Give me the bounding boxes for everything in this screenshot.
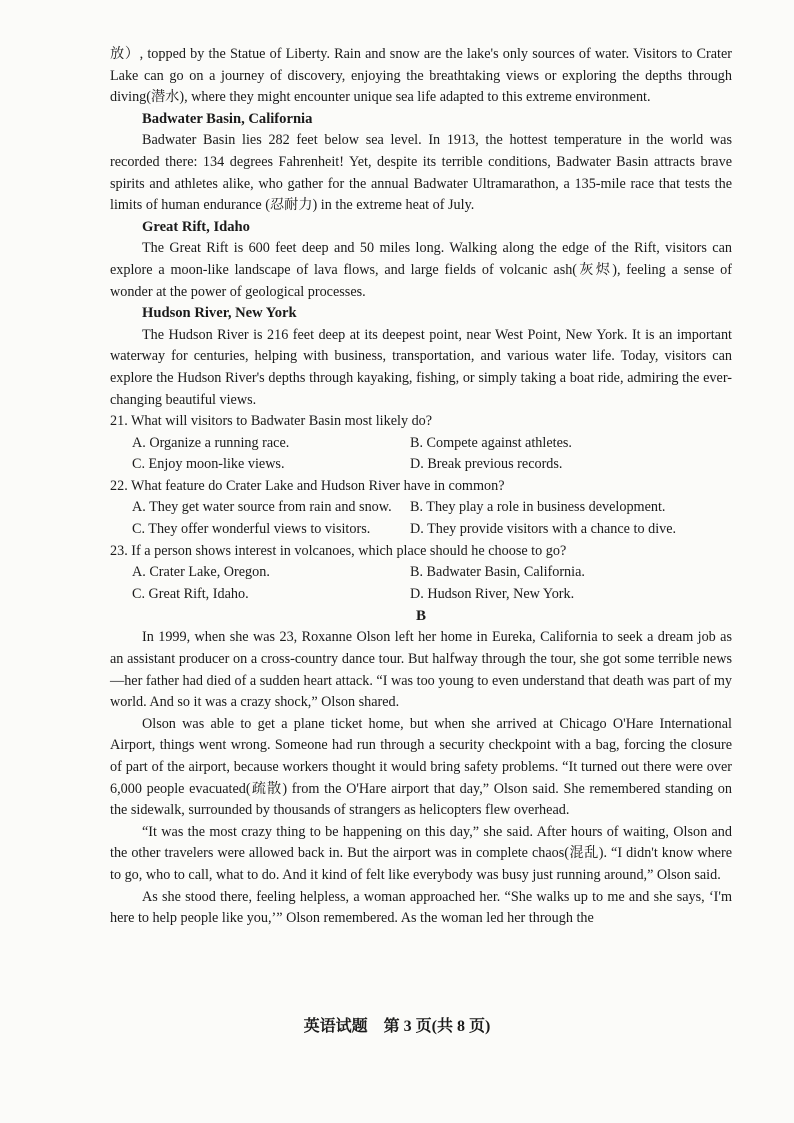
question-options [110, 562, 732, 605]
page-content [110, 44, 732, 930]
option-c: C. They offer wonderful views to visitors. [132, 521, 371, 538]
option-a: A. They get water source from rain and snow. [132, 499, 392, 516]
option-b: B. Compete against athletes. [410, 434, 572, 451]
option-c: C. Great Rift, Idaho. [132, 585, 249, 602]
passage-b-paragraph: In 1999, when she was 23, Roxanne Olson left her home in Eureka, California to seek a dream job as an assistant producer on a cross-country dance tour. But halfway through the tour, she got some terrible news—her father had died of a sudden heart attack. “I was too young to even understand that death was part of my world. And so it was a crazy shock,” Olson shared. [110, 629, 732, 711]
option-a: A. Organize a running race. [132, 434, 290, 451]
passage-a-intro-paragraph: 放）, topped by the Statue of Liberty. Rain and snow are the lake's only sources of water. Visitors to Crater Lake can go on a journey of discovery, enjoying the breathtaking views or exploring the depths through diving(潜水), where they might encounter unique sea life adapted to this extreme environment. [110, 46, 732, 106]
option-d: D. Hudson River, New York. [410, 585, 575, 602]
section-heading: Hudson River, New York [142, 305, 297, 322]
question-stem: 21. What will visitors to Badwater Basin most likely do? [110, 413, 433, 430]
passage-b-paragraph: “It was the most crazy thing to be happening on this day,” she said. After hours of waiting, Olson and the other travelers were allowed back in. But the airport was in complete chaos(混乱). “I didn't know where to go, who to call, what to do. And it kind of felt like everybody was busy just running around,” Olson said. [110, 823, 732, 883]
question-23 [110, 541, 732, 606]
section-heading: Badwater Basin, California [142, 110, 313, 127]
passage-b-paragraph: Olson was able to get a plane ticket home, but when she arrived at Chicago O'Hare International Airport, things went wrong. Someone had run through a security checkpoint with a bag, forcing the closure of part of the airport, because workers thought it would bring safety problems. “It turned out there were over 6,000 people evacuated(疏散) from the O'Hare airport that day,” Olson said. She remembered standing on the sidewalk, surrounded by thousands of strangers as helicopters flew overhead. [110, 715, 732, 819]
question-22 [110, 476, 732, 541]
option-b: B. They play a role in business development. [410, 499, 666, 516]
passage-b-title: B [415, 608, 426, 625]
option-c: C. Enjoy moon-like views. [132, 456, 285, 473]
question-21 [110, 411, 732, 476]
section-heading: Great Rift, Idaho [142, 218, 250, 235]
page-footer: 英语试题 第 3 页(共 8 页) [303, 1018, 491, 1035]
question-stem: 22. What feature do Crater Lake and Hudson River have in common? [110, 477, 505, 494]
section-great-rift [110, 217, 732, 303]
section-paragraph: Badwater Basin lies 282 feet below sea level. In 1913, the hottest temperature in the world was recorded there: 134 degrees Fahrenheit! Yet, despite its terrible conditions, Badwater Basin attracts brave spirits and athletes alike, who gather for the annual Badwater Ultramarathon, a 135-mile race that tests the limits of human endurance (忍耐力) in the extreme heat of July. [110, 132, 732, 214]
section-paragraph: The Hudson River is 216 feet deep at its deepest point, near West Point, New York. It is an important waterway for centuries, helping with business, transportation, and various water life. Today, visitors can explore the Hudson River's depths through kayaking, fishing, or simply taking a boat ride, admiring the ever-changing beautiful views. [110, 326, 732, 408]
option-a: A. Crater Lake, Oregon. [132, 564, 270, 581]
option-d: D. Break previous records. [410, 456, 563, 473]
question-stem: 23. If a person shows interest in volcanoes, which place should he choose to go? [110, 542, 567, 559]
passage-b-paragraph: As she stood there, feeling helpless, a woman approached her. “She walks up to me and she says, ‘I'm here to help people like you,’” Olson remembered. As the woman led her through the [110, 888, 732, 927]
section-paragraph: The Great Rift is 600 feet deep and 50 miles long. Walking along the edge of the Rift, visitors can explore a moon-like landscape of lava flows, and large fields of volcanic ash(灰烬), feeling a sense of wonder at the power of geological processes. [110, 240, 732, 300]
option-b: B. Badwater Basin, California. [410, 564, 585, 581]
section-hudson-river [110, 303, 732, 411]
option-d: D. They provide visitors with a chance to dive. [410, 521, 677, 538]
question-options [110, 497, 732, 540]
section-badwater-basin [110, 109, 732, 217]
question-options [110, 433, 732, 476]
